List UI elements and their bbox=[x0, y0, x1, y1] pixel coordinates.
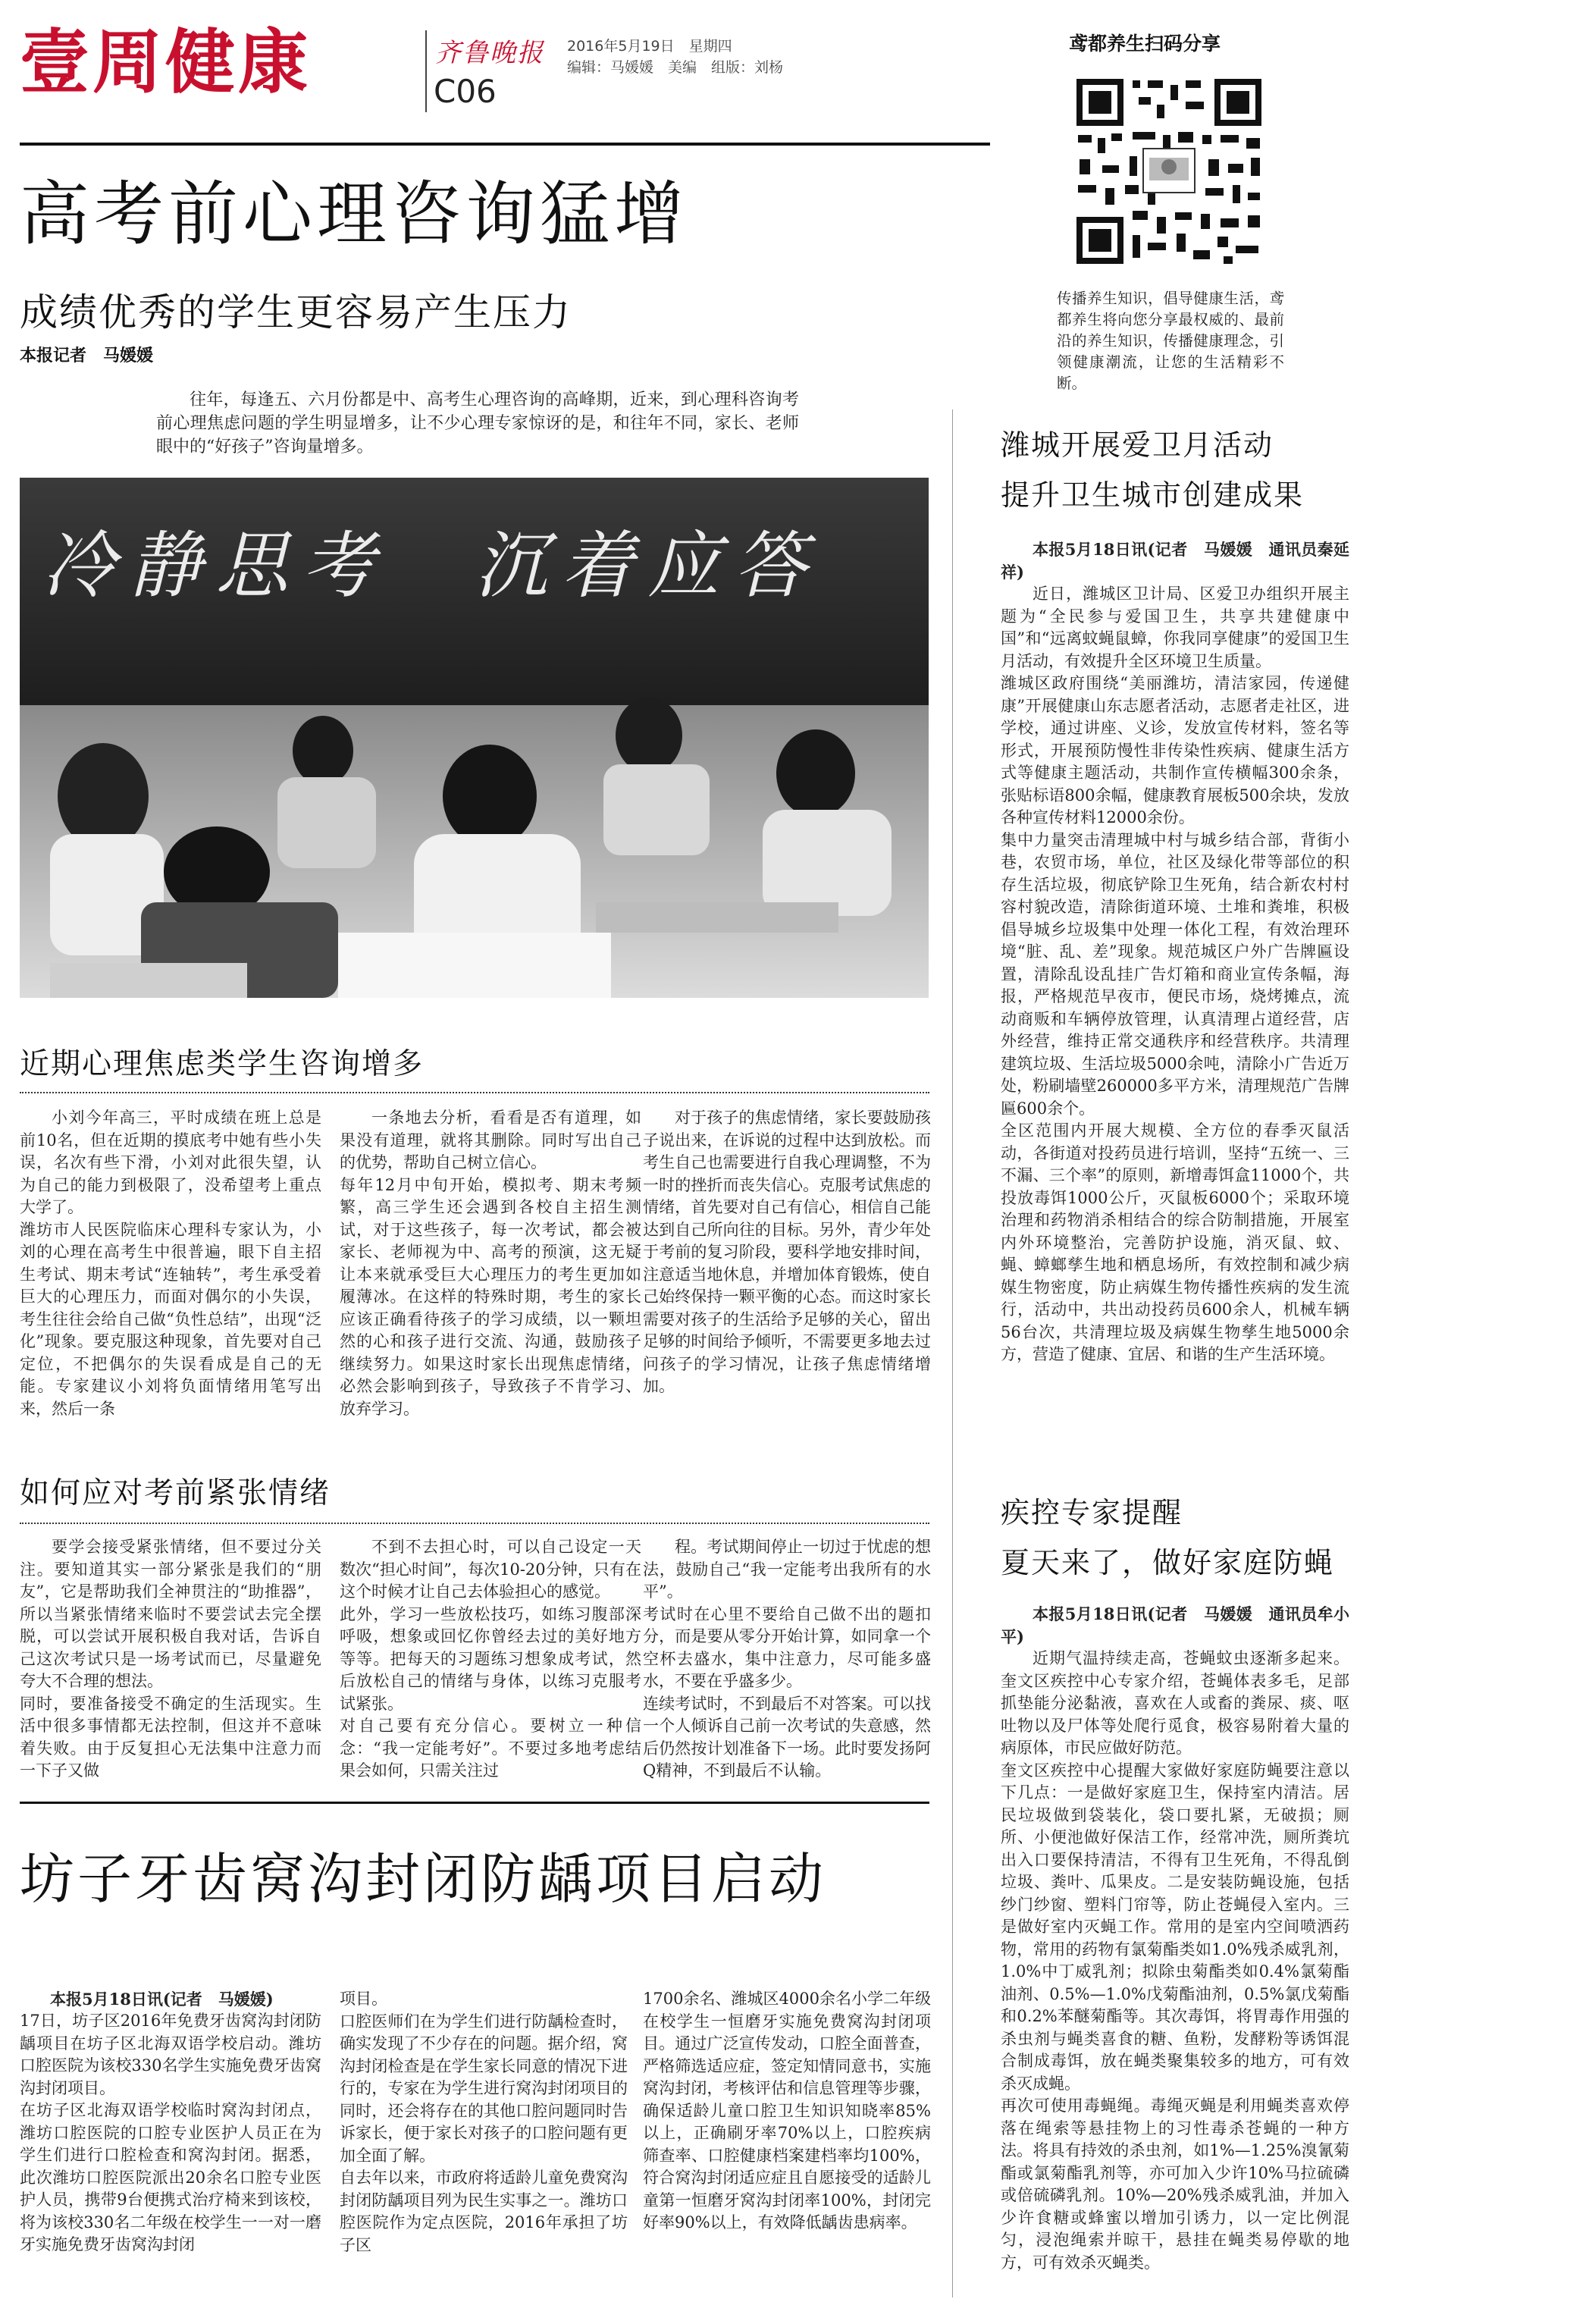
side1-title-line2: 提升卫生城市创建成果 bbox=[1001, 478, 1305, 512]
section3-top-rule bbox=[20, 1802, 929, 1804]
side2-title-line2: 夏天来了，做好家庭防蝇 bbox=[1001, 1546, 1335, 1579]
section3-col1: 17日，坊子区2016年免费牙齿窝沟封闭防龋项目在坊子区北海双语学校启动。潍坊口腔医院为该校330名学生实施免费牙齿窝沟封闭项目。 在坊子区北海双语学校临时窝沟封闭点，潍坊口腔医院的口腔专业医护人员正在为学生们进行口腔检查和窝沟封闭。据悉，此次潍坊口腔医院派出20余名口腔专业医护人员，携带9台便携式治疗椅来到该校，将为该校330名二年级在校学生一一对一磨牙实施免费牙齿窝沟封闭 bbox=[20, 2012, 321, 2253]
section2-title: 如何应对考前紧张情绪 bbox=[20, 1476, 331, 1510]
lead-subheadline: 成绩优秀的学生更容易产生压力 bbox=[20, 290, 572, 334]
section2-col2: 不到不去担心时，可以自己设定一天数次“担心时间”，每次10-20分钟，只有在这个时候才让自己去体验担心的感觉。 此外，学习一些放松技巧，如练习腹部深呼吸，想象或回忆你曾经去过的美好地方等等。把每天的习题练习想象成考试，然后放松自己的情绪与身体，以练习克服考试紧张。 对自己要有充分信心。要树立一种信念：“我一定能考好”。不要过多地考虑结果会如何，只需关注过 bbox=[340, 1538, 641, 1780]
section3-title: 坊子牙齿窝沟封闭防龋项目启动 bbox=[20, 1847, 827, 1911]
side2-title-line1: 疾控专家提醒 bbox=[1001, 1496, 1183, 1529]
section3-col2: 项目。 口腔医师们在为学生们进行防龋检查时，确实发现了不少存在的问题。据介绍，窝沟封闭检查是在学生家长同意的情况下进行的，专家在为学生进行窝沟封闭项目的同时，还会将存在的其他口腔问题同时告诉家长，便于家长对孩子的口腔问题有更加全面了解。 自去年以来，市政府将适龄儿童免费窝沟封闭防龋项目列为民生实事之一。潍坊口腔医院作为定点医院，2016年承担了坊子区 bbox=[340, 1990, 628, 2254]
paper-logo: 齐鲁晚报 bbox=[435, 38, 544, 68]
column-divider bbox=[952, 409, 953, 2297]
date-line: 2016年5月19日 星期四 bbox=[567, 38, 732, 55]
masthead-divider bbox=[425, 30, 427, 112]
section-title: 壹周健康 bbox=[20, 22, 312, 103]
lead-intro: 往年，每逢五、六月份都是中、高考生心理咨询的高峰期，近来，到心理科咨询考前心理焦虑问题的学生明显增多，让不少心理专家惊讶的是，和往年不同，家长、老师眼中的“好孩子”咨询量增多。 bbox=[156, 390, 799, 456]
section1-col2: 一条地去分析，看看是否有道理，如果没有道理，就将其删除。同时写出自己的优势，帮助自己树立信心。 每年12月中旬开始，模拟考、期末考频繁，高三学生还会遇到各校自主招生测试，对于这些孩子，每一次考试，都会被家长、老师视为中、高考的预演，这无疑让本来就承受巨大心理压力的考生更加如履薄冰。在这样的特殊时期，考生的家长应该正确看待孩子的学习成绩，以一颗坦然的心和孩子进行交流、沟通，鼓励孩子继续努力。如果这时家长出现焦虑情绪，必然会影响到孩子，导致孩子不肯学习、放弃学习。 bbox=[340, 1109, 641, 1418]
page-number: C06 bbox=[434, 73, 497, 110]
qr-code-graphic bbox=[1072, 74, 1266, 268]
side1-title-line1: 潍城开展爱卫月活动 bbox=[1001, 428, 1274, 462]
editor-line: 编辑：马媛媛 美编 组版：刘杨 bbox=[567, 59, 784, 76]
lead-headline: 高考前心理咨询猛增 bbox=[20, 174, 689, 255]
section1-col3: 对于孩子的焦虑情绪，家长要鼓励孩子说出来，在诉说的过程中达到放松。而考生自己也需要进行自我心理调整，不为一时的挫折而丧失信心。克服考试焦虑的情绪，首先要对自己有信心，相信自己能达到自己所向往的目标。另外，青少年处于考前的复习阶段，要科学地安排时间，注意适当地休息，并增加体育锻炼，使自己始终保持一颗平衡的心态。而这时家长需要对孩子的生活给予足够的关心，留出足够的时间给予倾听，不需要更多地去过问孩子的学习情况，让孩子焦虑情绪增加。 bbox=[643, 1109, 931, 1395]
section2-rule bbox=[20, 1523, 929, 1524]
section2-col3: 程。考试期间停止一切过于忧虑的想法，鼓励自己“我一定能考出我所有的水平”。 考试时在心里不要给自己做不出的题扣分，而是要从零分开始计算，如同拿一个空杯去盛水，集中注意力，尽可能多盛水，不要在乎盛多少。 连续考试时，不到最后不对答案。可以找一个人倾诉自己前一次考试的失意感，然后仍然按计划准备下一场。此时要发扬阿Q精神，不到最后不认输。 bbox=[643, 1538, 931, 1780]
section1-title: 近期心理焦虑类学生咨询增多 bbox=[20, 1047, 425, 1081]
section3-col3: 1700余名、潍城区4000余名小学二年级在校学生一恒磨牙实施免费窝沟封闭项目。通过广泛宣传发动，口腔全面普查，严格筛选适应症，签定知情同意书，实施窝沟封闭，考核评估和信息管理等步骤，确保适龄儿童口腔卫生知识知晓率85%以上，正确刷牙率70%以上，口腔疾病筛查率、口腔健康档案建档率均100%，符合窝沟封闭适应症且自愿接受的适龄儿童第一恒磨牙窝沟封闭率100%，封闭完好率90%以上，有效降低龋齿患病率。 bbox=[643, 1990, 931, 2231]
qr-title: 鸢都养生扫码分享 bbox=[1069, 33, 1221, 55]
section2-col1: 要学会接受紧张情绪，但不要过分关注。要知道其实一部分紧张是我们的“朋友”，它是帮助我们全神贯注的“助推器”，所以当紧张情绪来临时不要尝试去完全摆脱，可以尝试开展积极自我对话，告诉自己这次考试只是一场考试而已，尽量避免夸大不合理的想法。 同时，要准备接受不确定的生活现实。生活中很多事情都无法控制，但这并不意味着失败。由于反复担心无法集中注意力而一下子又做 bbox=[20, 1538, 321, 1780]
section1-col1: 小刘今年高三，平时成绩在班上总是前10名，但在近期的摸底考中她有些小失误，名次有些下滑，小刘对此很失望，认为自己的能力到极限了，没希望考上重点大学了。 潍坊市人民医院临床心理科专家认为，小刘的心理在高考生中很普遍，眼下自主招生考试、期末考试“连轴转”，考生承受着巨大的心理压力，而面对偶尔的小失误，考生往往会给自己做“负性总结”，出现“泛化”现象。要克服这种现象，首先要对自己定位，不把偶尔的失误看成是自己的无能。专家建议小刘将负面情绪用笔写出来，然后一条 bbox=[20, 1109, 321, 1418]
side1-body: 本报5月18日讯(记者 马媛媛 通讯员秦延祥) 近日，潍城区卫计局、区爱卫办组织开展主题为“全民参与爱国卫生，共享共建健康中国”和“远离蚊蝇鼠蟑，你我同享健康”的爱国卫生月活动，有效提升全区环境卫生质量。 潍城区政府围绕“美丽潍坊，清洁家园，传递健康”开展健康山东志愿者活动，志愿者走社区，进学校，通过讲座、义诊，发放宣传材料，签名等形式，开展预防慢性非传染性疾病、健康生活方式等健康主题活动，共制作宣传横幅300余条，张贴标语800余幅，健康教育展板500余块，发放各种宣传材料12000余份。 集中力量突击清理城中村与城乡结合部，背街小巷，农贸市场，单位，社区及绿化带等部位的积存生活垃圾，彻底铲除卫生死角，结合新农村村容村貌改造，清除街道环境、土堆和粪堆，积极倡导城乡垃圾集中处理一体化工程，有效治理环境“脏、乱、差”现象。规范城区户外广告牌匾设置，清除乱设乱挂广告灯箱和商业宣传条幅，海报，严格规范早夜市，便民市场，烧烤摊点，流动商贩和车辆停放管理，认真清理占道经营，店外经营，维持正常交通秩序和经营秩序。共清理建筑垃圾、生活垃圾5000余吨，清除小广告近万处，粉刷墙壁260000多平方米，清理规范广告牌匾600余个。 全区范围内开展大规模、全方位的春季灭鼠活动，各街道对投药员进行培训，坚持“五统一、三不漏、三个率”的原则，新增毒饵盒11000个，共投放毒饵1000公斤，灭鼠板6000个；采取环境治理和药物消杀相结合的综合防制措施，开展室内外环境整治，完善防护设施，消灭鼠、蚊、蝇、蟑螂孳生地和栖息场所，有效控制和减少病媒生物密度，防止病媒生物传播性疾病的发生流行，活动中，共出动投药员600余人，机械车辆56台次，共清理垃圾及病媒生物孳生地5000余方，营造了健康、宜居、和谐的生产生活环境。 bbox=[1001, 540, 1349, 1363]
blackboard-text: 冷静思考 沉着应答 bbox=[42, 523, 820, 608]
qr-code[interactable] bbox=[1072, 74, 1266, 268]
qr-caption: 传播养生知识，倡导健康生活，鸢都养生将向您分享最权威的、最前沿的养生知识，传播健康理念，引领健康潮流，让您的生活精彩不断。 bbox=[1057, 290, 1284, 392]
exam-photo bbox=[20, 478, 929, 998]
side2-body: 本报5月18日讯(记者 马媛媛 通讯员牟小平) 近期气温持续走高，苍蝇蚊虫逐渐多起来。奎文区疾控中心专家介绍，苍蝇体表多毛，足部抓垫能分泌黏液，喜欢在人或畜的粪尿、痰、呕吐物以及尸体等处爬行觅食，极容易附着大量的病原体，市民应做好防范。 奎文区疾控中心提醒大家做好家庭防蝇要注意以下几点：一是做好家庭卫生，保持室内清洁。居民垃圾做到袋装化，袋口要扎紧，无破损；厕所、小便池做好保洁工作，经常冲洗，厕所粪坑出入口要保持清洁，不得有卫生死角，不得乱倒垃圾、粪叶、瓜果皮。二是安装防蝇设施，包括纱门纱窗、塑料门帘等，防止苍蝇侵入室内。三是做好室内灭蝇工作。常用的是室内空间喷洒药物，常用的药物有氯菊酯类如1.0%残杀威乳剂，1.0%中丁威乳剂；拟除虫菊酯类如0.4%氯菊酯油剂、0.5%—1.0%戊菊酯油剂，0.5%氯戊菊酯和0.2%苯醚菊酯等。其次毒饵，将胃毒作用强的杀虫剂与蝇类喜食的糖、鱼粉，发酵粉等诱饵混合制成毒饵，放在蝇类聚集较多的地方，可有效杀灭成蝇。 再次可使用毒蝇绳。毒绳灭蝇是利用蝇类喜欢停落在绳索等悬挂物上的习性毒杀苍蝇的一种方法。将具有持效的杀虫剂，如1%—1.25%溴氰菊酯或氯菊酯乳剂等，亦可加入少许10%马拉硫磷或倍硫磷乳剂。10%—20%残杀威乳油，并加入少许食糖或蜂蜜以增加引诱力，以一定比例混匀，浸泡绳索并晾干，悬挂在蝇类易停歇的地方，可有效杀灭蝇类。 bbox=[1001, 1604, 1349, 2272]
lead-byline: 本报记者 马媛媛 bbox=[20, 347, 154, 365]
section3-byline: 本报5月18日讯(记者 马媛媛) bbox=[50, 1990, 274, 2009]
masthead-rule bbox=[20, 143, 990, 146]
section1-rule bbox=[20, 1092, 929, 1093]
